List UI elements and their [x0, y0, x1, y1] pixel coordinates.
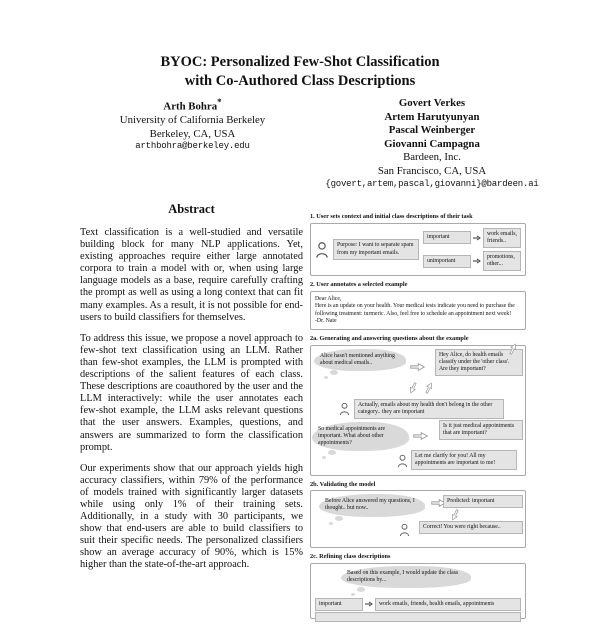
class-label: important	[315, 598, 363, 611]
step-1-panel	[310, 223, 526, 277]
qa-panel	[310, 345, 526, 476]
author-affiliation: University of California Berkeley	[119, 114, 266, 127]
email-signature: -Dr. Nate	[315, 317, 337, 324]
prediction-box: Predicted: important	[443, 495, 523, 508]
figure-1	[310, 213, 526, 624]
author-email: arthbohra@berkeley.edu	[135, 141, 250, 152]
arrow-right-icon	[410, 362, 425, 372]
class-row	[423, 251, 521, 271]
author-email: {govert,artem,pascal,giovanni}@bardeen.ai	[325, 178, 539, 189]
llm-thought-bubble: So medical appointments are important. What about other appointments?	[312, 422, 409, 452]
arrow-right-icon	[365, 601, 373, 607]
class-label: important	[423, 231, 471, 244]
user-icon	[339, 402, 350, 416]
author-block-right	[312, 97, 552, 190]
llm-thought-bubble: Based on this example, I would update the class descriptions by...	[341, 566, 471, 588]
author-name	[80, 97, 305, 114]
title-line-1: BYOC: Personalized Few-Shot Classification	[160, 54, 440, 70]
class-label: unimportant	[423, 255, 471, 268]
abstract-heading: Abstract	[168, 202, 215, 216]
validation-panel	[310, 490, 526, 548]
llm-question-box: Is it just medical appointments that are important?	[439, 420, 523, 440]
figure-step-2c	[310, 553, 526, 619]
llm-question-box: Hey Alice, do health emails classify under the 'other class'. Are they important?	[435, 349, 523, 377]
step-2-caption: 2. User annotates a selected example	[310, 281, 408, 289]
class-row	[315, 598, 521, 611]
email-salutation: Dear Alice,	[315, 296, 342, 303]
step-1-caption: 1. User sets context and initial class descriptions of their task	[310, 213, 473, 220]
figure-step-1	[310, 213, 526, 276]
step-2a-caption: 2a. Generating and answering questions about the example	[310, 334, 469, 342]
abstract-paragraph-2: To address this issue, we propose a novel approach to few-shot text classification using an LLM. Rather than few-shot examples, the LLM is prompted with descriptions of the salient features of each class. These descriptions are coauthored by the user and the LLM interactively: while the user annotates each few-shot example, the LLM asks relevant questions that the user answers. Examples, questions, and answers are summarized to form the classification prompt.	[80, 332, 303, 453]
figure-step-2b	[310, 481, 526, 549]
author-affiliation: Bardeen, Inc.	[403, 151, 461, 164]
title-line-2: with Co-Authored Class Descriptions	[184, 72, 416, 89]
arrow-right-icon	[473, 258, 481, 264]
user-icon	[399, 523, 410, 537]
author-block-left	[80, 97, 305, 153]
step-2c-caption: 2c. Refining class descriptions	[310, 553, 391, 561]
refinement-panel	[310, 563, 526, 619]
user-feedback-box: Correct! You were right because..	[419, 521, 523, 534]
class-description: work emails, friends, health emails, appointments	[375, 598, 521, 611]
author-location: Berkeley, CA, USA	[149, 127, 236, 140]
footnote-marker: *	[217, 97, 222, 107]
class-description: promotions, other...	[483, 251, 521, 271]
arrow-down-left-icon	[449, 508, 461, 522]
email-body: Here is an update on your health. Your medical tests indicate you need to purchase the following treatment: turmeric. Also, feel free to schedule an appointment next week!	[315, 303, 515, 317]
author-name-text: Arth Bohra	[163, 100, 218, 113]
author-name: Giovanni Campagna	[384, 137, 480, 150]
arrow-right-icon	[473, 235, 481, 241]
abstract-section	[80, 202, 303, 581]
abstract-paragraph-1: Text classification is a well-studied and versatile building block for many NLP applications. Yet, existing approaches require either large annotated corpora to train a model with or, when using large language models as a base, require carefully crafting the prompt as well as using a long context that can fit many examples. As a result, it is not possible for end-users to build classifiers for themselves.	[80, 227, 303, 323]
author-name: Pascal Weinberger	[388, 124, 476, 137]
arrow-down-left-icon	[407, 380, 419, 394]
author-location: San Francisco, CA, USA	[377, 164, 487, 177]
arrow-up-right-icon	[423, 380, 435, 394]
user-icon	[315, 241, 329, 259]
figure-step-2a	[310, 335, 526, 476]
author-name: Artem Harutyunyan	[384, 110, 480, 123]
user-answer-box: Actually, emails about my health don't belong in the other category.. they are important	[354, 399, 504, 419]
class-row-partial	[315, 612, 521, 622]
abstract-paragraph-3: Our experiments show that our approach yields high accuracy classifiers, within 79% of the performance of models trained with significantly larger datasets while using only 1% of their training sets. Additionally, in a study with 30 participants, we show that end-users are able to build classifiers to suit their specific needs. The personalized classifiers show an average accuracy of 90%, which is 15% higher than the state-of-the-art approach.	[80, 462, 303, 571]
llm-thought-bubble: Before Alice answered my questions, I thought.. but now..	[319, 494, 425, 516]
class-description: work emails, friends..	[483, 228, 521, 248]
class-description-rows	[423, 228, 521, 272]
example-email-panel	[310, 291, 526, 330]
figure-step-2	[310, 281, 526, 329]
step-2b-caption: 2b. Validating the model	[310, 480, 376, 488]
llm-thought-bubble: Alice hasn't mentioned anything about medical emails..	[314, 349, 406, 371]
author-name: Govert Verkes	[398, 97, 466, 109]
user-answer-box: Let me clarify for you! All my appointments are important to me!	[411, 450, 517, 470]
class-row	[423, 228, 521, 248]
arrow-right-icon	[413, 431, 428, 441]
purpose-box: Purpose: I want to separate spam from my important emails.	[333, 239, 419, 259]
paper-title	[0, 53, 600, 90]
user-icon	[397, 454, 408, 468]
